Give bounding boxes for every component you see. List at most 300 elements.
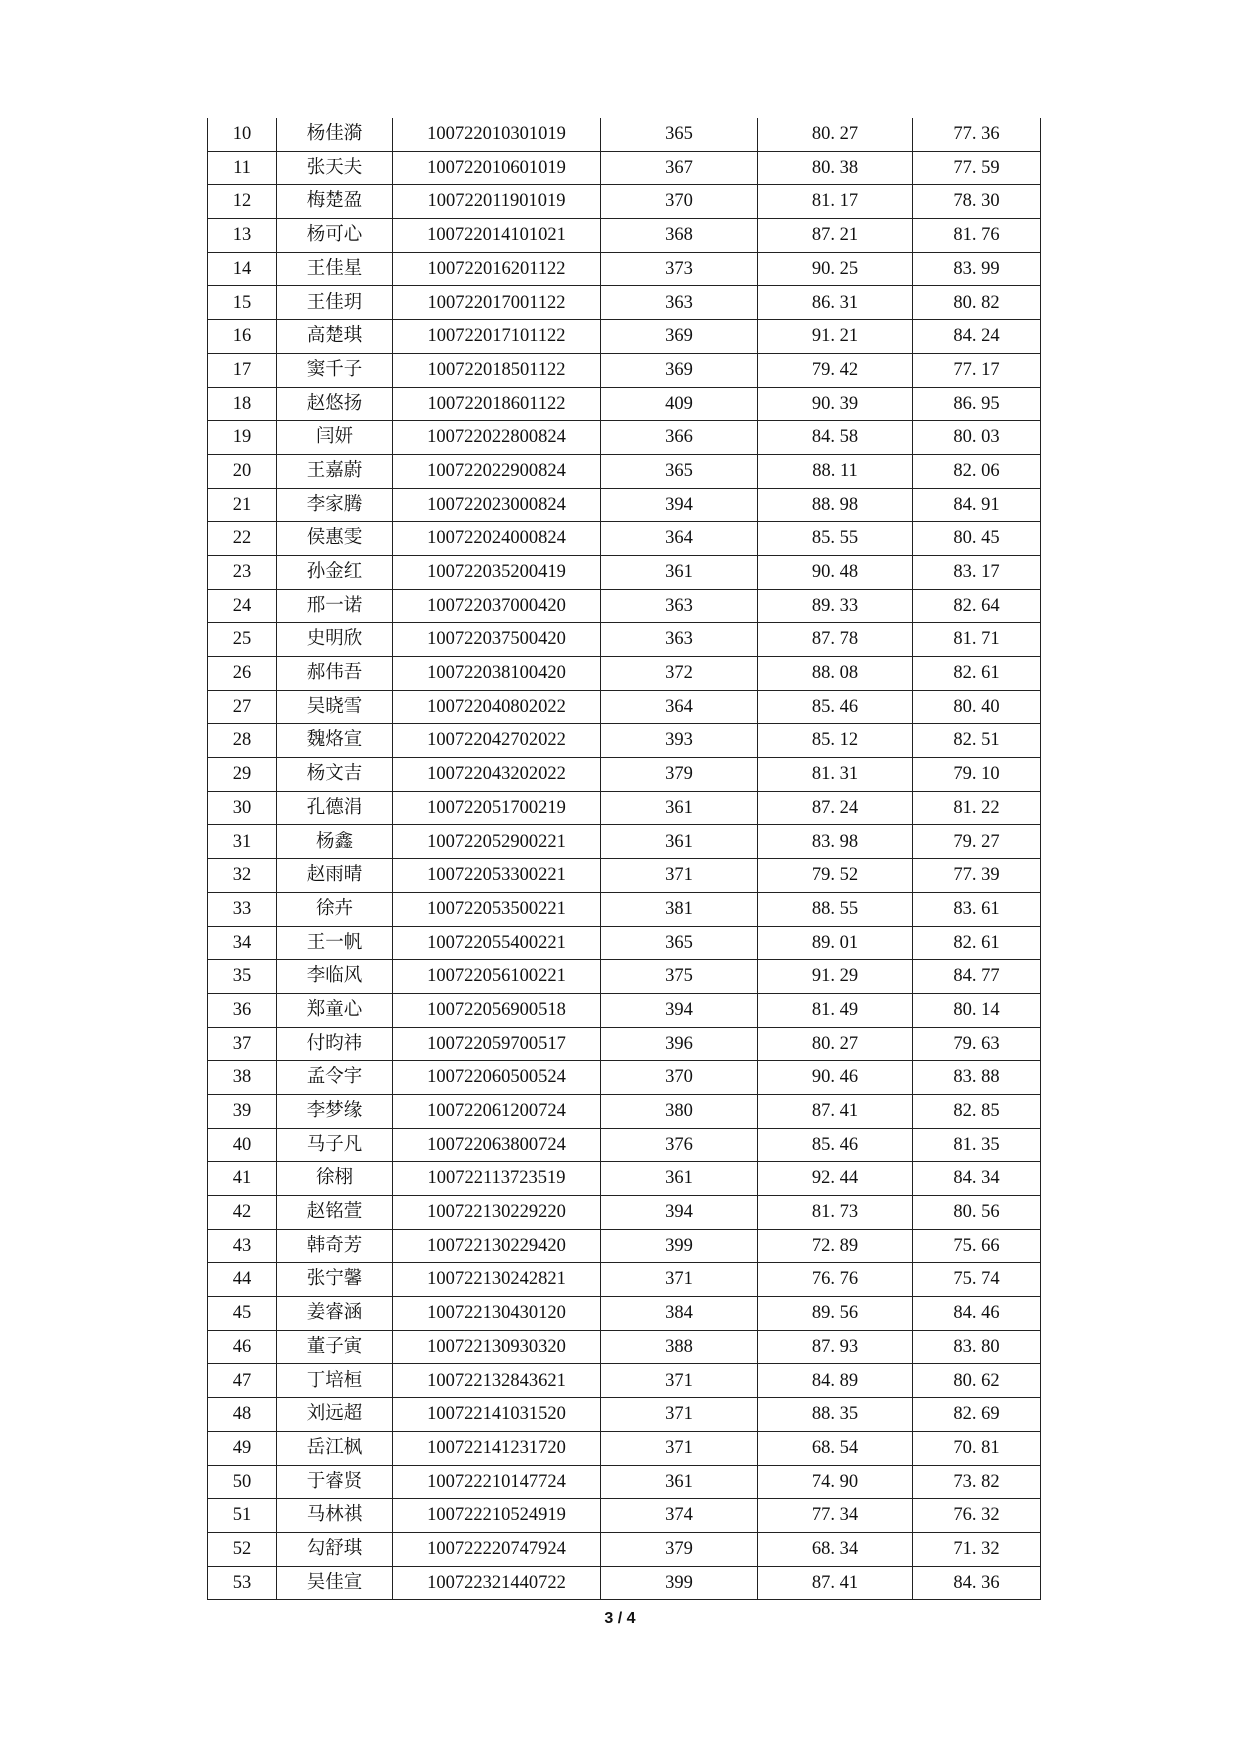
- total-score-cell: 77. 39: [913, 859, 1041, 893]
- total-score-cell: 82. 51: [913, 724, 1041, 758]
- table-row: [208, 1027, 1041, 1061]
- table-row: [208, 252, 1041, 286]
- candidate-name-cell: 史明欣: [277, 623, 393, 657]
- initial-score-cell: 368: [601, 219, 758, 253]
- row-number-cell: 49: [208, 1431, 277, 1465]
- initial-score-cell: 363: [601, 286, 758, 320]
- retest-score-cell: 84. 89: [758, 1364, 913, 1398]
- exam-id-cell: 100722022900824: [393, 454, 601, 488]
- row-number-cell: 46: [208, 1330, 277, 1364]
- row-number-cell: 33: [208, 892, 277, 926]
- candidate-name-cell: 付昀祎: [277, 1027, 393, 1061]
- table-row: [208, 353, 1041, 387]
- candidate-name-cell: 张宁馨: [277, 1263, 393, 1297]
- total-score-cell: 73. 82: [913, 1465, 1041, 1499]
- candidate-name-cell: 李家腾: [277, 488, 393, 522]
- total-score-cell: 79. 63: [913, 1027, 1041, 1061]
- total-score-cell: 78. 30: [913, 185, 1041, 219]
- candidate-name-cell: 丁培桓: [277, 1364, 393, 1398]
- table-row: [208, 960, 1041, 994]
- retest-score-cell: 74. 90: [758, 1465, 913, 1499]
- exam-id-cell: 100722014101021: [393, 219, 601, 253]
- row-number-cell: 12: [208, 185, 277, 219]
- retest-score-cell: 85. 46: [758, 690, 913, 724]
- table-row: [208, 555, 1041, 589]
- table-row: [208, 1297, 1041, 1331]
- retest-score-cell: 83. 98: [758, 825, 913, 859]
- retest-score-cell: 72. 89: [758, 1229, 913, 1263]
- retest-score-cell: 85. 55: [758, 522, 913, 556]
- exam-id-cell: 100722321440722: [393, 1566, 601, 1600]
- total-score-cell: 77. 59: [913, 151, 1041, 185]
- candidate-name-cell: 马子凡: [277, 1128, 393, 1162]
- total-score-cell: 77. 17: [913, 353, 1041, 387]
- retest-score-cell: 91. 29: [758, 960, 913, 994]
- exam-id-cell: 100722210147724: [393, 1465, 601, 1499]
- candidate-name-cell: 徐卉: [277, 892, 393, 926]
- exam-id-cell: 100722011901019: [393, 185, 601, 219]
- initial-score-cell: 371: [601, 1263, 758, 1297]
- row-number-cell: 13: [208, 219, 277, 253]
- exam-id-cell: 100722141031520: [393, 1398, 601, 1432]
- initial-score-cell: 409: [601, 387, 758, 421]
- retest-score-cell: 90. 48: [758, 555, 913, 589]
- exam-id-cell: 100722056900518: [393, 993, 601, 1027]
- candidate-name-cell: 郑童心: [277, 993, 393, 1027]
- exam-id-cell: 100722037000420: [393, 589, 601, 623]
- initial-score-cell: 388: [601, 1330, 758, 1364]
- total-score-cell: 82. 06: [913, 454, 1041, 488]
- table-row: [208, 185, 1041, 219]
- table-row: [208, 892, 1041, 926]
- retest-score-cell: 90. 46: [758, 1061, 913, 1095]
- total-score-cell: 82. 85: [913, 1094, 1041, 1128]
- row-number-cell: 31: [208, 825, 277, 859]
- initial-score-cell: 394: [601, 488, 758, 522]
- initial-score-cell: 369: [601, 320, 758, 354]
- total-score-cell: 84. 36: [913, 1566, 1041, 1600]
- candidate-name-cell: 赵悠扬: [277, 387, 393, 421]
- candidate-name-cell: 杨文吉: [277, 758, 393, 792]
- row-number-cell: 21: [208, 488, 277, 522]
- initial-score-cell: 396: [601, 1027, 758, 1061]
- total-score-cell: 80. 14: [913, 993, 1041, 1027]
- row-number-cell: 28: [208, 724, 277, 758]
- total-score-cell: 84. 24: [913, 320, 1041, 354]
- candidate-name-cell: 侯惠雯: [277, 522, 393, 556]
- initial-score-cell: 374: [601, 1499, 758, 1533]
- candidate-name-cell: 王一帆: [277, 926, 393, 960]
- retest-score-cell: 88. 08: [758, 657, 913, 691]
- row-number-cell: 18: [208, 387, 277, 421]
- row-number-cell: 36: [208, 993, 277, 1027]
- exam-id-cell: 100722130229420: [393, 1229, 601, 1263]
- table-row: [208, 522, 1041, 556]
- retest-score-cell: 68. 34: [758, 1532, 913, 1566]
- initial-score-cell: 364: [601, 522, 758, 556]
- table-row: [208, 758, 1041, 792]
- exam-id-cell: 100722017101122: [393, 320, 601, 354]
- row-number-cell: 39: [208, 1094, 277, 1128]
- table-row: [208, 1431, 1041, 1465]
- retest-score-cell: 81. 17: [758, 185, 913, 219]
- table-row: [208, 219, 1041, 253]
- total-score-cell: 80. 40: [913, 690, 1041, 724]
- total-score-cell: 82. 61: [913, 926, 1041, 960]
- initial-score-cell: 371: [601, 859, 758, 893]
- table-row: [208, 1094, 1041, 1128]
- retest-score-cell: 87. 93: [758, 1330, 913, 1364]
- retest-score-cell: 90. 25: [758, 252, 913, 286]
- row-number-cell: 44: [208, 1263, 277, 1297]
- candidate-name-cell: 高楚琪: [277, 320, 393, 354]
- initial-score-cell: 384: [601, 1297, 758, 1331]
- total-score-cell: 83. 99: [913, 252, 1041, 286]
- total-score-cell: 83. 88: [913, 1061, 1041, 1095]
- exam-id-cell: 100722061200724: [393, 1094, 601, 1128]
- total-score-cell: 82. 61: [913, 657, 1041, 691]
- row-number-cell: 32: [208, 859, 277, 893]
- total-score-cell: 75. 74: [913, 1263, 1041, 1297]
- exam-id-cell: 100722220747924: [393, 1532, 601, 1566]
- retest-score-cell: 89. 33: [758, 589, 913, 623]
- retest-score-cell: 81. 31: [758, 758, 913, 792]
- retest-score-cell: 68. 54: [758, 1431, 913, 1465]
- exam-id-cell: 100722010301019: [393, 118, 601, 151]
- retest-score-cell: 77. 34: [758, 1499, 913, 1533]
- total-score-cell: 86. 95: [913, 387, 1041, 421]
- row-number-cell: 25: [208, 623, 277, 657]
- table-body: [208, 118, 1041, 1600]
- exam-id-cell: 100722016201122: [393, 252, 601, 286]
- total-score-cell: 75. 66: [913, 1229, 1041, 1263]
- table-row: [208, 1330, 1041, 1364]
- row-number-cell: 10: [208, 118, 277, 151]
- table-row: [208, 1196, 1041, 1230]
- table-row: [208, 623, 1041, 657]
- row-number-cell: 53: [208, 1566, 277, 1600]
- initial-score-cell: 381: [601, 892, 758, 926]
- row-number-cell: 29: [208, 758, 277, 792]
- candidate-name-cell: 孙金红: [277, 555, 393, 589]
- row-number-cell: 47: [208, 1364, 277, 1398]
- row-number-cell: 24: [208, 589, 277, 623]
- exam-id-cell: 100722052900221: [393, 825, 601, 859]
- exam-id-cell: 100722022800824: [393, 421, 601, 455]
- candidate-name-cell: 姜睿涵: [277, 1297, 393, 1331]
- row-number-cell: 45: [208, 1297, 277, 1331]
- candidate-name-cell: 李临风: [277, 960, 393, 994]
- retest-score-cell: 86. 31: [758, 286, 913, 320]
- row-number-cell: 51: [208, 1499, 277, 1533]
- score-table: [207, 118, 1041, 1600]
- retest-score-cell: 87. 24: [758, 791, 913, 825]
- total-score-cell: 83. 17: [913, 555, 1041, 589]
- table-row: [208, 657, 1041, 691]
- retest-score-cell: 81. 73: [758, 1196, 913, 1230]
- table-row: [208, 1566, 1041, 1600]
- table-row: [208, 1162, 1041, 1196]
- initial-score-cell: 371: [601, 1364, 758, 1398]
- total-score-cell: 71. 32: [913, 1532, 1041, 1566]
- row-number-cell: 30: [208, 791, 277, 825]
- exam-id-cell: 100722037500420: [393, 623, 601, 657]
- initial-score-cell: 361: [601, 1162, 758, 1196]
- initial-score-cell: 361: [601, 1465, 758, 1499]
- initial-score-cell: 365: [601, 454, 758, 488]
- retest-score-cell: 80. 27: [758, 1027, 913, 1061]
- row-number-cell: 35: [208, 960, 277, 994]
- initial-score-cell: 363: [601, 623, 758, 657]
- row-number-cell: 22: [208, 522, 277, 556]
- initial-score-cell: 370: [601, 185, 758, 219]
- table-row: [208, 320, 1041, 354]
- candidate-name-cell: 王嘉蔚: [277, 454, 393, 488]
- table-row: [208, 387, 1041, 421]
- retest-score-cell: 87. 41: [758, 1566, 913, 1600]
- candidate-name-cell: 张天夫: [277, 151, 393, 185]
- table-row: [208, 286, 1041, 320]
- row-number-cell: 15: [208, 286, 277, 320]
- total-score-cell: 80. 82: [913, 286, 1041, 320]
- total-score-cell: 83. 80: [913, 1330, 1041, 1364]
- initial-score-cell: 399: [601, 1229, 758, 1263]
- candidate-name-cell: 杨鑫: [277, 825, 393, 859]
- retest-score-cell: 89. 01: [758, 926, 913, 960]
- candidate-name-cell: 勾舒琪: [277, 1532, 393, 1566]
- table-row: [208, 1465, 1041, 1499]
- table-row: [208, 993, 1041, 1027]
- row-number-cell: 50: [208, 1465, 277, 1499]
- retest-score-cell: 85. 12: [758, 724, 913, 758]
- exam-id-cell: 100722056100221: [393, 960, 601, 994]
- row-number-cell: 48: [208, 1398, 277, 1432]
- total-score-cell: 79. 27: [913, 825, 1041, 859]
- row-number-cell: 19: [208, 421, 277, 455]
- exam-id-cell: 100722010601019: [393, 151, 601, 185]
- exam-id-cell: 100722018601122: [393, 387, 601, 421]
- total-score-cell: 81. 35: [913, 1128, 1041, 1162]
- total-score-cell: 76. 32: [913, 1499, 1041, 1533]
- total-score-cell: 84. 34: [913, 1162, 1041, 1196]
- row-number-cell: 27: [208, 690, 277, 724]
- exam-id-cell: 100722130242821: [393, 1263, 601, 1297]
- table-row: [208, 1398, 1041, 1432]
- candidate-name-cell: 徐栩: [277, 1162, 393, 1196]
- exam-id-cell: 100722023000824: [393, 488, 601, 522]
- exam-id-cell: 100722038100420: [393, 657, 601, 691]
- initial-score-cell: 361: [601, 555, 758, 589]
- initial-score-cell: 394: [601, 993, 758, 1027]
- row-number-cell: 42: [208, 1196, 277, 1230]
- table-row: [208, 454, 1041, 488]
- candidate-name-cell: 马林祺: [277, 1499, 393, 1533]
- retest-score-cell: 87. 41: [758, 1094, 913, 1128]
- candidate-name-cell: 梅楚盈: [277, 185, 393, 219]
- initial-score-cell: 365: [601, 926, 758, 960]
- initial-score-cell: 393: [601, 724, 758, 758]
- initial-score-cell: 363: [601, 589, 758, 623]
- candidate-name-cell: 郝伟吾: [277, 657, 393, 691]
- table-row: [208, 791, 1041, 825]
- initial-score-cell: 379: [601, 1532, 758, 1566]
- exam-id-cell: 100722059700517: [393, 1027, 601, 1061]
- candidate-name-cell: 窦千子: [277, 353, 393, 387]
- exam-id-cell: 100722042702022: [393, 724, 601, 758]
- table-row: [208, 1263, 1041, 1297]
- retest-score-cell: 84. 58: [758, 421, 913, 455]
- table-row: [208, 825, 1041, 859]
- total-score-cell: 80. 56: [913, 1196, 1041, 1230]
- initial-score-cell: 367: [601, 151, 758, 185]
- row-number-cell: 16: [208, 320, 277, 354]
- total-score-cell: 81. 76: [913, 219, 1041, 253]
- row-number-cell: 20: [208, 454, 277, 488]
- retest-score-cell: 88. 98: [758, 488, 913, 522]
- total-score-cell: 84. 77: [913, 960, 1041, 994]
- retest-score-cell: 81. 49: [758, 993, 913, 1027]
- total-score-cell: 79. 10: [913, 758, 1041, 792]
- candidate-name-cell: 赵铭萱: [277, 1196, 393, 1230]
- exam-id-cell: 100722017001122: [393, 286, 601, 320]
- table-row: [208, 1061, 1041, 1095]
- retest-score-cell: 90. 39: [758, 387, 913, 421]
- candidate-name-cell: 李梦缘: [277, 1094, 393, 1128]
- candidate-name-cell: 赵雨晴: [277, 859, 393, 893]
- exam-id-cell: 100722053300221: [393, 859, 601, 893]
- initial-score-cell: 379: [601, 758, 758, 792]
- retest-score-cell: 91. 21: [758, 320, 913, 354]
- retest-score-cell: 88. 55: [758, 892, 913, 926]
- table-row: [208, 724, 1041, 758]
- retest-score-cell: 80. 27: [758, 118, 913, 151]
- initial-score-cell: 399: [601, 1566, 758, 1600]
- candidate-name-cell: 刘远超: [277, 1398, 393, 1432]
- row-number-cell: 52: [208, 1532, 277, 1566]
- candidate-name-cell: 孟令宇: [277, 1061, 393, 1095]
- table-row: [208, 1499, 1041, 1533]
- exam-id-cell: 100722053500221: [393, 892, 601, 926]
- table-row: [208, 1364, 1041, 1398]
- exam-id-cell: 100722055400221: [393, 926, 601, 960]
- exam-id-cell: 100722141231720: [393, 1431, 601, 1465]
- candidate-name-cell: 吴晓雪: [277, 690, 393, 724]
- row-number-cell: 41: [208, 1162, 277, 1196]
- initial-score-cell: 361: [601, 825, 758, 859]
- initial-score-cell: 369: [601, 353, 758, 387]
- initial-score-cell: 394: [601, 1196, 758, 1230]
- table-row: [208, 421, 1041, 455]
- retest-score-cell: 88. 35: [758, 1398, 913, 1432]
- candidate-name-cell: 孔德涓: [277, 791, 393, 825]
- candidate-name-cell: 于睿贤: [277, 1465, 393, 1499]
- table-row: [208, 589, 1041, 623]
- total-score-cell: 80. 62: [913, 1364, 1041, 1398]
- page-number: 3 / 4: [604, 1610, 636, 1627]
- retest-score-cell: 87. 21: [758, 219, 913, 253]
- exam-id-cell: 100722060500524: [393, 1061, 601, 1095]
- table-row: [208, 118, 1041, 151]
- total-score-cell: 82. 64: [913, 589, 1041, 623]
- total-score-cell: 81. 71: [913, 623, 1041, 657]
- initial-score-cell: 370: [601, 1061, 758, 1095]
- exam-id-cell: 100722130930320: [393, 1330, 601, 1364]
- retest-score-cell: 87. 78: [758, 623, 913, 657]
- initial-score-cell: 375: [601, 960, 758, 994]
- candidate-name-cell: 王佳星: [277, 252, 393, 286]
- retest-score-cell: 89. 56: [758, 1297, 913, 1331]
- candidate-name-cell: 邢一诺: [277, 589, 393, 623]
- exam-id-cell: 100722113723519: [393, 1162, 601, 1196]
- initial-score-cell: 364: [601, 690, 758, 724]
- row-number-cell: 37: [208, 1027, 277, 1061]
- total-score-cell: 70. 81: [913, 1431, 1041, 1465]
- total-score-cell: 81. 22: [913, 791, 1041, 825]
- initial-score-cell: 366: [601, 421, 758, 455]
- table-row: [208, 1229, 1041, 1263]
- table-row: [208, 859, 1041, 893]
- exam-id-cell: 100722132843621: [393, 1364, 601, 1398]
- initial-score-cell: 371: [601, 1431, 758, 1465]
- exam-id-cell: 100722018501122: [393, 353, 601, 387]
- candidate-name-cell: 杨佳漪: [277, 118, 393, 151]
- exam-id-cell: 100722130229220: [393, 1196, 601, 1230]
- row-number-cell: 14: [208, 252, 277, 286]
- initial-score-cell: 371: [601, 1398, 758, 1432]
- exam-id-cell: 100722063800724: [393, 1128, 601, 1162]
- row-number-cell: 11: [208, 151, 277, 185]
- candidate-name-cell: 魏烙宣: [277, 724, 393, 758]
- exam-id-cell: 100722024000824: [393, 522, 601, 556]
- total-score-cell: 80. 03: [913, 421, 1041, 455]
- initial-score-cell: 373: [601, 252, 758, 286]
- exam-id-cell: 100722035200419: [393, 555, 601, 589]
- candidate-name-cell: 韩奇芳: [277, 1229, 393, 1263]
- total-score-cell: 77. 36: [913, 118, 1041, 151]
- exam-id-cell: 100722043202022: [393, 758, 601, 792]
- table-row: [208, 690, 1041, 724]
- row-number-cell: 40: [208, 1128, 277, 1162]
- total-score-cell: 84. 91: [913, 488, 1041, 522]
- initial-score-cell: 380: [601, 1094, 758, 1128]
- candidate-name-cell: 杨可心: [277, 219, 393, 253]
- row-number-cell: 34: [208, 926, 277, 960]
- candidate-name-cell: 吴佳宣: [277, 1566, 393, 1600]
- candidate-name-cell: 王佳玥: [277, 286, 393, 320]
- candidate-name-cell: 岳江枫: [277, 1431, 393, 1465]
- table-row: [208, 488, 1041, 522]
- retest-score-cell: 92. 44: [758, 1162, 913, 1196]
- retest-score-cell: 79. 42: [758, 353, 913, 387]
- candidate-name-cell: 董子寅: [277, 1330, 393, 1364]
- retest-score-cell: 79. 52: [758, 859, 913, 893]
- table-row: [208, 151, 1041, 185]
- initial-score-cell: 376: [601, 1128, 758, 1162]
- table-row: [208, 1128, 1041, 1162]
- retest-score-cell: 88. 11: [758, 454, 913, 488]
- total-score-cell: 80. 45: [913, 522, 1041, 556]
- row-number-cell: 38: [208, 1061, 277, 1095]
- retest-score-cell: 80. 38: [758, 151, 913, 185]
- initial-score-cell: 365: [601, 118, 758, 151]
- candidate-name-cell: 闫妍: [277, 421, 393, 455]
- exam-id-cell: 100722210524919: [393, 1499, 601, 1533]
- initial-score-cell: 361: [601, 791, 758, 825]
- total-score-cell: 84. 46: [913, 1297, 1041, 1331]
- row-number-cell: 17: [208, 353, 277, 387]
- exam-id-cell: 100722040802022: [393, 690, 601, 724]
- initial-score-cell: 372: [601, 657, 758, 691]
